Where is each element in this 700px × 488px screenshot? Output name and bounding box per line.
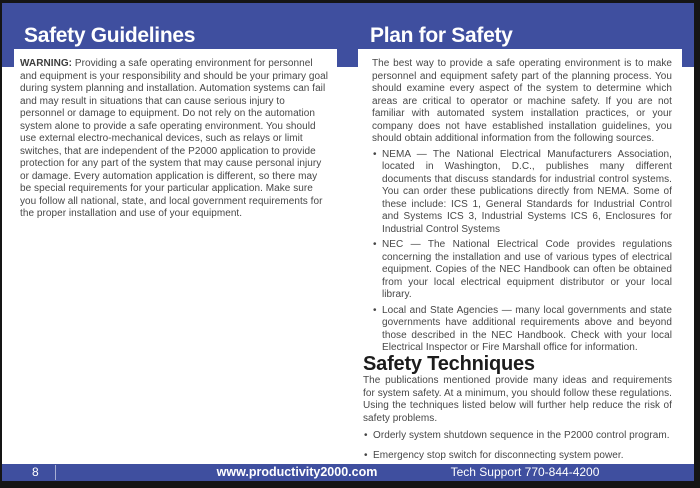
warning-box (14, 49, 337, 223)
footer-website: www.productivity2000.com (216, 465, 378, 479)
right-column (358, 49, 682, 464)
bullet-icon: • (373, 304, 377, 316)
warning-text: Providing a safe operating environment for personnel and equipment is your responsibility and should be your primary goal during system planning and installation. Automation systems can fail and may result in situations that can cause serious injury to personnel or damage to equipment. Do not rely on the automation system alone to provide a safe operating environment. You should use external electro-mechanical devices, such as relays or limit switches, that are independent of the P2000 application to provide protection for any part of the system that may cause personal injury or damage. Every automation application is different, so there may be special requirements for your particular application. Make sure you follow all national, state, and local government requirements for the proper installation and use of your equipment. (20, 58, 329, 219)
list-item-nec (372, 239, 672, 302)
bullet-icon: • (364, 430, 368, 441)
footer-tech-support: Tech Support 770-844-4200 (450, 465, 600, 479)
list-item-text: NEC — The National Electrical Code provides regulations concerning the installation and use of various types of electrical equipment. Copies of the NEC Handbook can often be obtained from your local electrical equipment distributor or your local library. (382, 239, 672, 300)
list-item-orderly-shutdown (363, 430, 672, 443)
list-item-text: Orderly system shutdown sequence in the P2000 control program. (373, 430, 670, 441)
heading-safety-guidelines: Safety Guidelines (24, 24, 196, 47)
list-item-nema (372, 149, 672, 237)
bullet-icon: • (373, 148, 377, 160)
list-item-local-state-agencies (372, 305, 672, 355)
list-item-text: Local and State Agencies — many local governments and state governments have additional requirements above and beyond those described in the NEC Handbook. Check with your local Electrical Inspector or Fire Marshall office for information. (382, 304, 672, 353)
bullet-icon: • (364, 449, 368, 461)
manual-page (2, 3, 694, 481)
list-item-text: NEMA — The National Electrical Manufacturers Association, located in Washington, D.C., publishes many different documents that discuss standards for industrial control systems. You can order these publications directly from NEMA. Some of these include: ICS 1, General Standards for Industrial Control and Systems ICS 3, Industrial Systems ICS 6, Enclosures for Industrial Control Systems (382, 148, 672, 235)
heading-safety-techniques: Safety Techniques (363, 352, 535, 375)
bullet-icon: • (373, 239, 377, 250)
safety-techniques-section (363, 352, 672, 463)
footer-bar (2, 464, 694, 481)
plan-intro-paragraph: The best way to provide a safe operating environment is to make personnel and equipment safety part of the planning process. You should examine every aspect of the system to determine which areas are critical to operator or machine safety. If you are not familiar with automated system installation practices, or your company does not have established installation guidelines, you should obtain additional information from the following sources. (372, 58, 672, 144)
techniques-list (363, 430, 672, 462)
warning-label: WARNING: (20, 58, 73, 69)
list-item-emergency-stop (363, 450, 672, 463)
page-number: 8 (32, 465, 39, 479)
heading-plan-for-safety: Plan for Safety (370, 24, 513, 47)
safety-sources-list (372, 149, 672, 355)
techniques-intro-paragraph: The publications mentioned provide many ideas and requirements for system safety. At a minimum, you should follow these regulations. Using the techniques listed below will further help reduce the risk of safety problems. (363, 375, 672, 424)
footer-divider (55, 465, 56, 480)
warning-paragraph (20, 58, 331, 221)
list-item-text: Emergency stop switch for disconnecting system power. (373, 449, 624, 461)
